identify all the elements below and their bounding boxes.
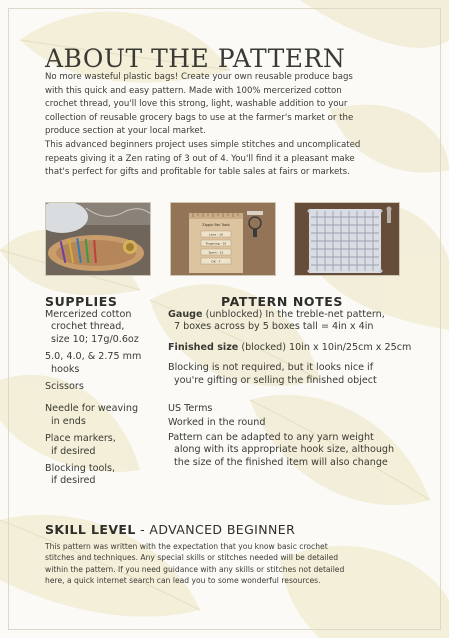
supply-line: if desired <box>51 445 96 457</box>
supply-line: 5.0, 4.0, & 2.75 mm <box>45 351 142 363</box>
terms-note: US Terms <box>168 403 213 415</box>
supply-line: crochet thread, <box>51 321 125 333</box>
adapt-line: along with its appropriate hook size, although <box>174 444 395 456</box>
worked-in-round-note: Worked in the round <box>168 417 266 429</box>
blocking-line: Blocking is not required, but it looks nice if <box>168 362 374 374</box>
supply-line: if desired <box>51 475 96 487</box>
skill-level-label: SKILL LEVEL <box>45 522 136 537</box>
list-item <box>45 381 163 393</box>
skill-line: here, a quick internet search can lead you to some wonderful resources. <box>45 575 321 585</box>
supply-line: Place markers, <box>45 433 116 445</box>
intro-line: produce section at your local market. <box>45 126 206 137</box>
finished-size-label: Finished size <box>168 341 239 353</box>
intro-line: that's perfect for gifts and profitable for table sales at fairs or markets. <box>45 167 350 178</box>
intro-line: collection of reusable grocery bags to use at the farmer's market or the <box>45 112 354 123</box>
ruler-row: Sport - 12 <box>208 250 224 255</box>
ruler-row: DK - 7 <box>211 259 221 264</box>
supply-line: Blocking tools, <box>45 463 116 475</box>
finished-size-text: (blocked) 10in x 10in/25cm x 25cm <box>238 341 412 353</box>
gauge-text-2: 7 boxes across by 5 boxes tall = 4in x 4in <box>174 321 374 333</box>
gauge-note <box>168 309 430 334</box>
intro-line: This advanced beginners project uses simple stitches and uncomplicated <box>45 139 361 150</box>
supply-line: Mercerized cotton <box>45 309 132 320</box>
supply-line: size 10; 17g/0.6oz <box>51 333 139 345</box>
list-item <box>45 403 163 428</box>
skill-level-heading <box>45 522 295 537</box>
supply-line: in ends <box>51 415 86 427</box>
gauge-label: Gauge <box>168 309 203 320</box>
skill-line: This pattern was written with the expectation that you know basic crochet <box>45 542 328 551</box>
adapt-line: the size of the finished item will also change <box>174 456 388 468</box>
ruler-row: Lace - 10 <box>209 232 223 237</box>
intro-line: crochet thread, you'll love this strong, light, washable addition to your <box>45 99 348 110</box>
intro-line: with this quick and easy pattern. Made with 100% mercerized cotton <box>45 85 342 96</box>
supplies-heading: SUPPLIES <box>45 294 118 309</box>
skill-level-value: ADVANCED BEGINNER <box>149 522 296 537</box>
ruler-title: Ziggur Bar Tools <box>202 223 230 227</box>
pattern-notes <box>168 309 430 475</box>
supplies-list <box>45 309 163 493</box>
list-item <box>45 309 163 346</box>
skill-level-separator: - <box>135 522 150 537</box>
page-title: ABOUT THE PATTERN <box>45 44 346 73</box>
list-item <box>45 463 163 488</box>
blocking-note <box>168 362 430 387</box>
ruler-row: Fingering - 10 <box>205 241 227 246</box>
intro-paragraph-1 <box>45 71 417 139</box>
gauge-tool-photo <box>170 202 276 276</box>
gauge-text: (unblocked) In the treble-net pattern, <box>202 309 385 320</box>
intro-line: No more wasteful plastic bags! Create your own reusable produce bags <box>45 72 353 82</box>
hooks-photo <box>45 202 151 276</box>
adapt-line: Pattern can be adapted to any yarn weight <box>168 431 374 443</box>
supply-line: hooks <box>51 363 80 375</box>
supply-line: Scissors <box>45 381 84 393</box>
finished-size-note <box>168 342 430 354</box>
skill-level-text <box>45 541 410 586</box>
blocking-line: you're gifting or selling the finished object <box>174 374 377 386</box>
list-item <box>45 351 163 376</box>
intro-paragraph-2 <box>45 139 417 180</box>
supply-line: Needle for weaving <box>45 403 139 415</box>
blocking-photo <box>294 202 400 276</box>
pattern-notes-heading: PATTERN NOTES <box>221 294 343 309</box>
intro-line: repeats giving it a Zen rating of 3 out of 4. You'll find it a pleasant make <box>45 153 355 164</box>
intro-text <box>45 71 417 180</box>
adapt-note <box>168 432 430 469</box>
skill-line: within the pattern. If you need guidance with any skills or stitches not detailed <box>45 564 345 574</box>
skill-line: stitches and techniques. Any special skills or stitches needed will be detailed <box>45 553 339 563</box>
list-item <box>45 433 163 458</box>
